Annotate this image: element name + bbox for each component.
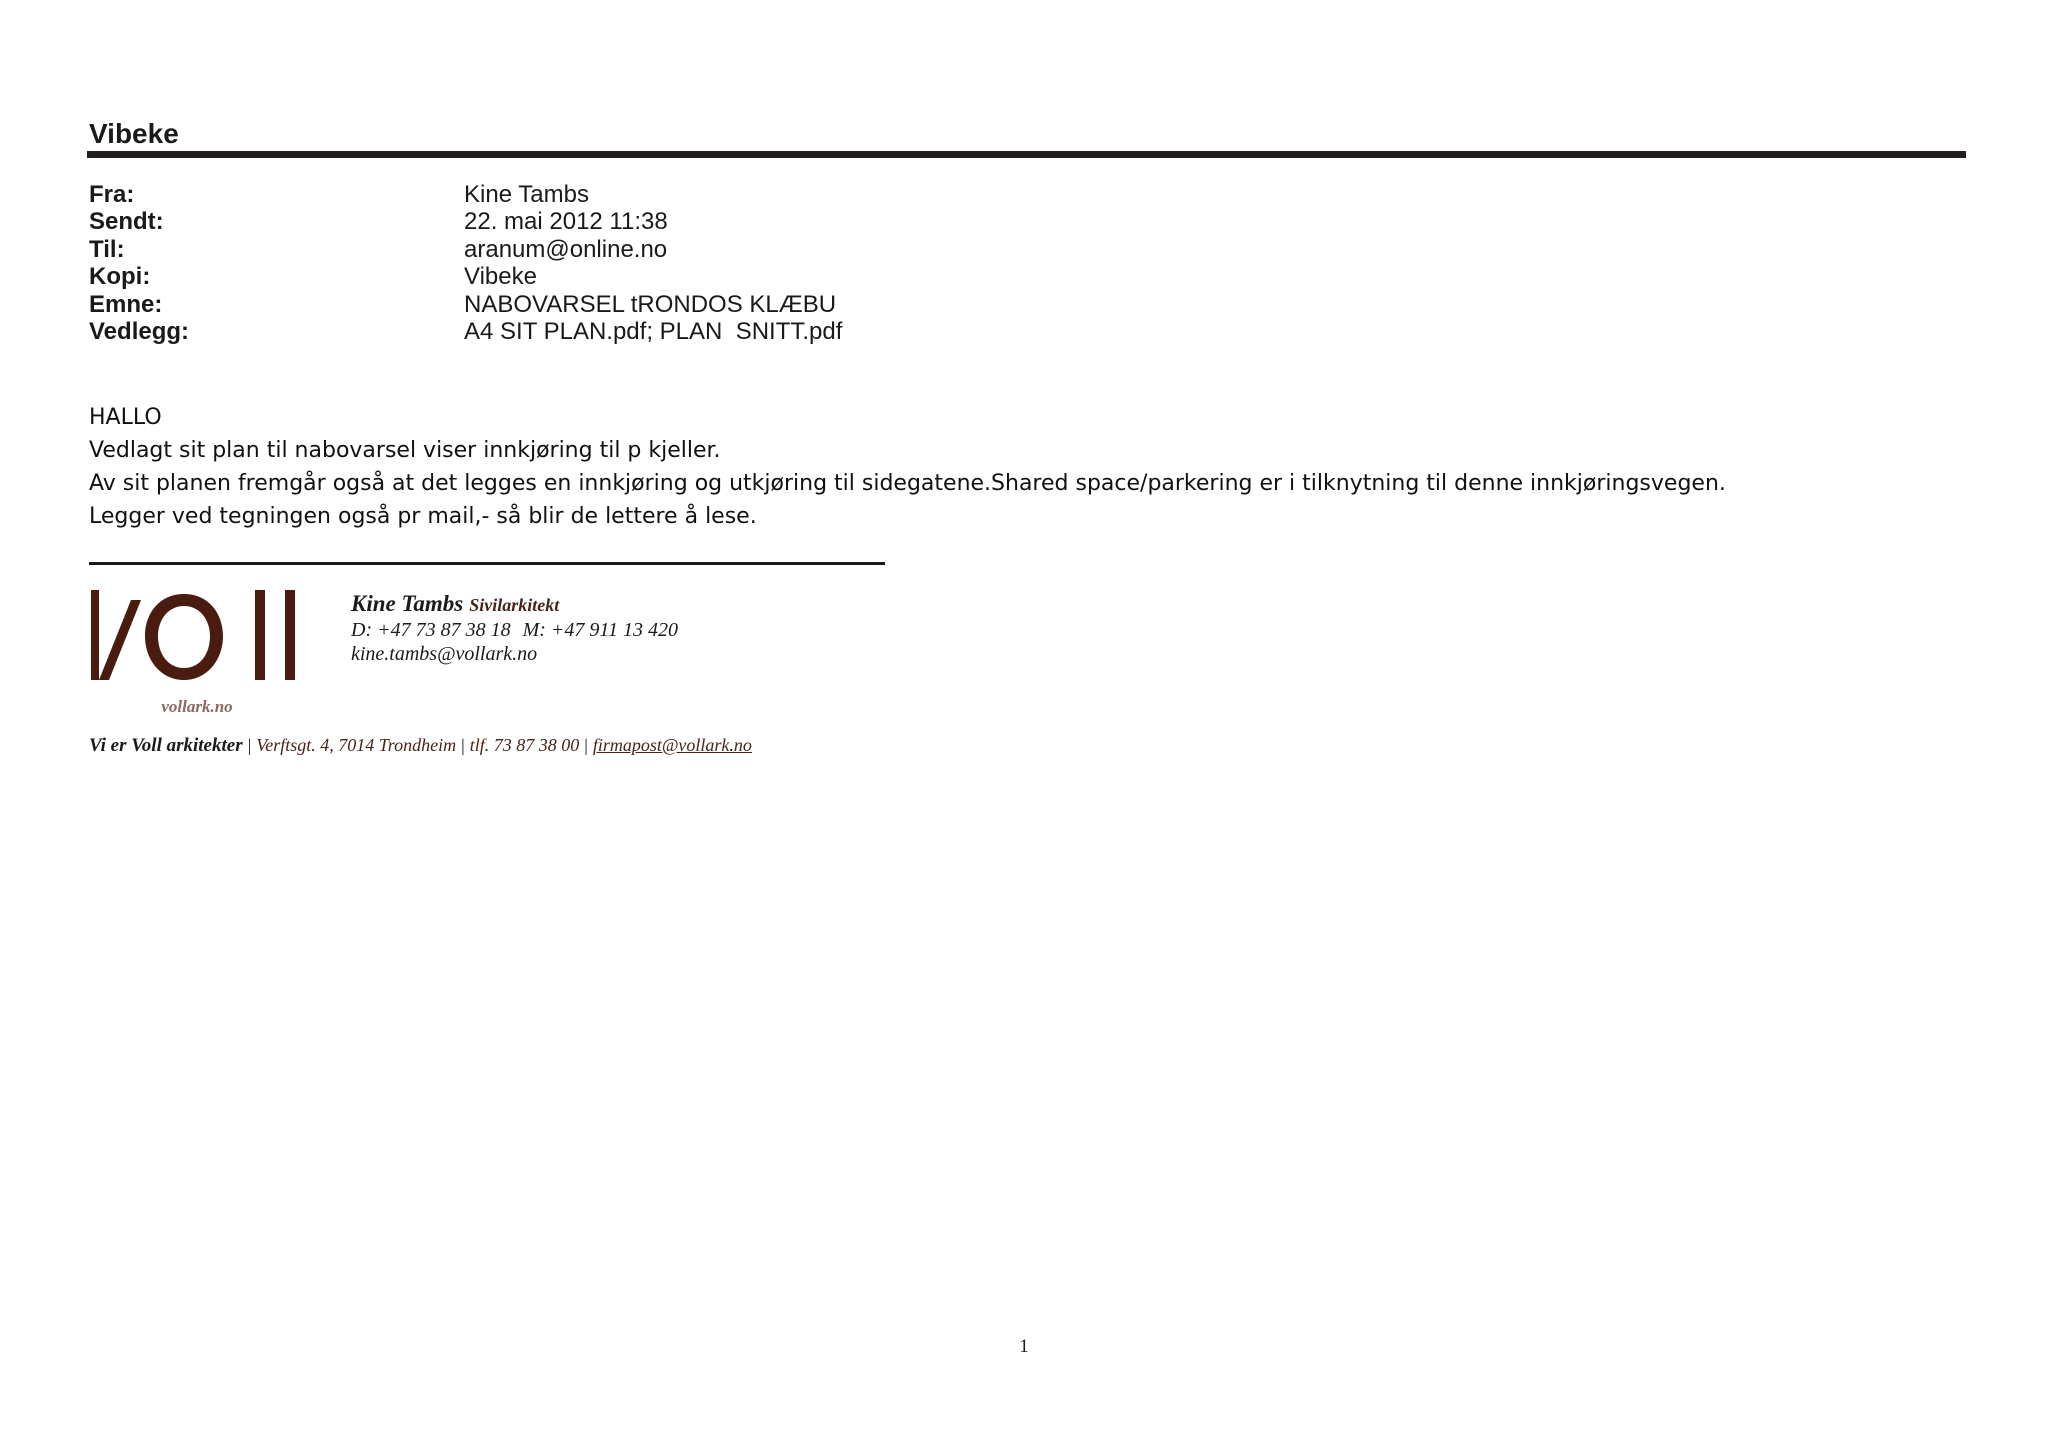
sent-row (89, 209, 842, 237)
body-line: Vedlagt sit plan til nabovarsel viser innkjøring til p kjeller. (89, 438, 721, 463)
subject-label: Emne: (89, 290, 163, 318)
voll-logo-mark (91, 590, 295, 680)
signature-direct-phone: D: +47 73 87 38 18 (351, 619, 511, 641)
page-number: 1 (1019, 1336, 1029, 1357)
signature-mobile-phone: M: +47 911 13 420 (522, 619, 678, 641)
company-phone: tlf. 73 87 38 00 (469, 735, 580, 755)
body-line: Legger ved tegningen også pr mail,- så blir de lettere å lese. (89, 504, 757, 529)
company-address: Verftsgt. 4, 7014 Trondheim (256, 735, 457, 755)
signature-phones (351, 618, 678, 642)
voll-logo (89, 588, 307, 718)
signature-block (351, 591, 678, 666)
attachments-label: Vedlegg: (89, 318, 190, 346)
subject-row (89, 291, 842, 319)
company-email-link[interactable]: firmapost@vollark.no (592, 735, 752, 755)
sent-value: 22. mai 2012 11:38 (464, 208, 668, 236)
attachments-row (89, 319, 842, 347)
email-owner-name: Vibeke (89, 118, 179, 149)
signature-name: Kine Tambs (351, 591, 464, 616)
email-header-fields (89, 181, 842, 346)
body-line: Av sit planen fremgår også at det legges en innkjøring og utkjøring til sidegatene.Shared space/parkering er i tilknytning til denne innkjøringsvegen. (89, 471, 1726, 496)
body-greeting: HALLO (89, 405, 162, 430)
to-value: aranum@online.no (464, 235, 668, 263)
cc-label: Kopi: (89, 263, 151, 291)
signature-email[interactable]: kine.tambs@vollark.no (351, 643, 538, 665)
to-row (89, 236, 842, 264)
header-divider (87, 151, 1966, 158)
cc-row (89, 264, 842, 292)
signature-title: Sivilarkitekt (469, 595, 560, 615)
from-value: Kine Tambs (464, 180, 589, 208)
email-body (89, 401, 1726, 533)
company-name: Vi er Voll arkitekter (89, 735, 243, 756)
logo-url: vollark.no (161, 697, 233, 716)
to-label: Til: (89, 235, 125, 263)
company-info: Vi er Voll arkitekter | Verftsgt. 4, 7014 Trondheim | tlf. 73 87 38 00 | firmapost@vollark.no (89, 735, 752, 756)
subject-value: NABOVARSEL tRONDOS KLÆBU (464, 290, 837, 318)
cc-value: Vibeke (464, 263, 537, 291)
attachments-value: A4 SIT PLAN.pdf; PLAN SNITT.pdf (464, 318, 843, 346)
signature-divider (89, 562, 885, 565)
sent-label: Sendt: (89, 208, 164, 236)
from-row (89, 181, 842, 209)
from-label: Fra: (89, 180, 135, 208)
